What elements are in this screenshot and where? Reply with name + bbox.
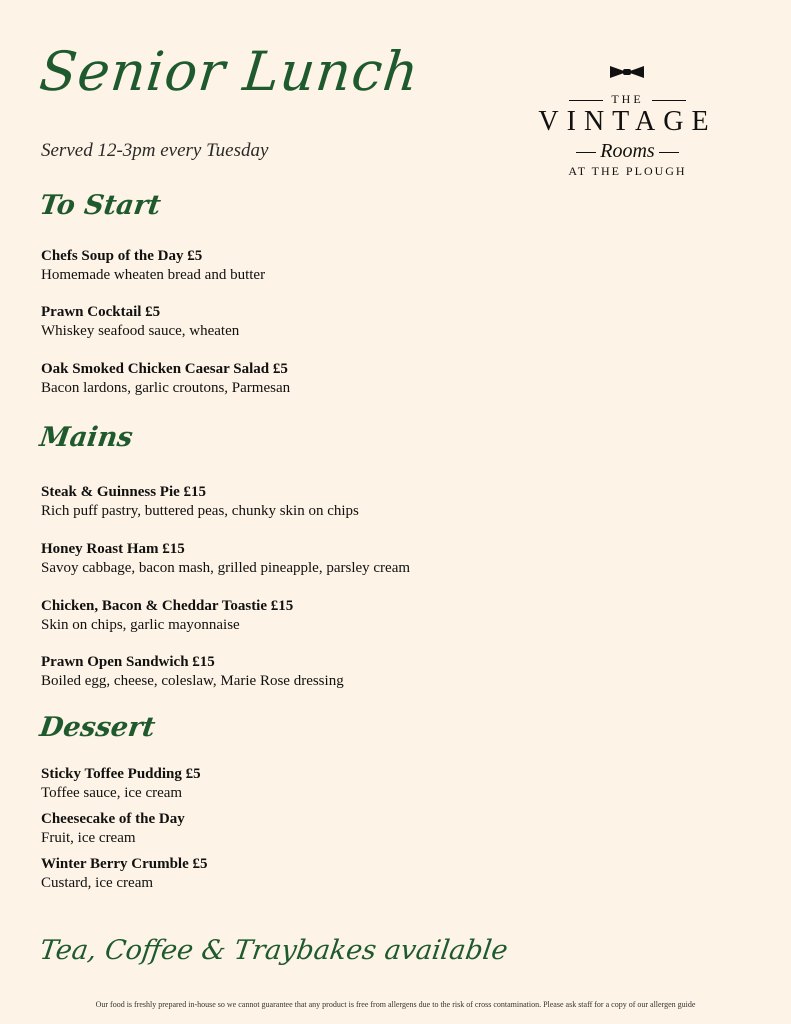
menu-item-name: Oak Smoked Chicken Caesar Salad £5 bbox=[41, 361, 288, 377]
section-heading-start: To Start bbox=[37, 190, 163, 221]
logo-rooms: Rooms bbox=[520, 140, 735, 163]
vintage-rooms-logo bbox=[520, 60, 735, 185]
menu-item-desc: Fruit, ice cream bbox=[41, 830, 136, 846]
section-heading-mains: Mains bbox=[37, 422, 135, 453]
menu-item-desc: Boiled egg, cheese, coleslaw, Marie Rose dressing bbox=[41, 673, 344, 689]
menu-item-desc: Custard, ice cream bbox=[41, 875, 154, 891]
menu-item bbox=[41, 360, 290, 398]
extras-note: Tea, Coffee & Traybakes available bbox=[37, 935, 510, 966]
menu-item-desc: Rich puff pastry, buttered peas, chunky skin on chips bbox=[41, 503, 359, 519]
menu-item-name: Prawn Open Sandwich £15 bbox=[41, 654, 215, 670]
menu-item-name: Sticky Toffee Pudding £5 bbox=[41, 766, 201, 782]
menu-item bbox=[41, 810, 185, 848]
menu-item-name: Prawn Cocktail £5 bbox=[41, 304, 161, 320]
menu-item bbox=[41, 653, 344, 691]
menu-item bbox=[41, 247, 265, 285]
menu-item-name: Steak & Guinness Pie £15 bbox=[41, 484, 207, 500]
menu-item bbox=[41, 483, 359, 521]
menu-item-desc: Homemade wheaten bread and butter bbox=[41, 267, 266, 283]
menu-item bbox=[41, 540, 410, 578]
menu-item bbox=[41, 597, 293, 635]
menu-item-name: Honey Roast Ham £15 bbox=[41, 541, 185, 557]
logo-vintage: VINTAGE bbox=[538, 106, 717, 137]
logo-at-the-plough: AT THE PLOUGH bbox=[568, 164, 687, 178]
menu-item-desc: Bacon lardons, garlic croutons, Parmesan bbox=[41, 380, 291, 396]
menu-item-desc: Skin on chips, garlic mayonnaise bbox=[41, 617, 240, 633]
menu-item-name: Chefs Soup of the Day £5 bbox=[41, 248, 203, 264]
menu-item bbox=[41, 303, 239, 341]
menu-item-desc: Whiskey seafood sauce, wheaten bbox=[41, 323, 240, 339]
section-heading-dessert: Dessert bbox=[37, 712, 158, 743]
menu-item-name: Cheesecake of the Day bbox=[41, 811, 185, 827]
menu-item-name: Winter Berry Crumble £5 bbox=[41, 856, 208, 872]
bowtie-icon bbox=[610, 65, 644, 79]
menu-item-desc: Savoy cabbage, bacon mash, grilled pineapple, parsley cream bbox=[41, 560, 411, 576]
menu-item bbox=[41, 765, 201, 803]
menu-item-desc: Toffee sauce, ice cream bbox=[41, 785, 183, 801]
served-times: Served 12-3pm every Tuesday bbox=[41, 140, 269, 161]
allergen-disclaimer: Our food is freshly prepared in-house so we cannot guarantee that any product is free from allergens due to the risk of cross contamination. Please ask staff for a copy of our allergen guide bbox=[95, 1000, 696, 1009]
menu-title: Senior Lunch bbox=[36, 40, 423, 103]
menu-item bbox=[41, 855, 208, 893]
menu-item-name: Chicken, Bacon & Cheddar Toastie £15 bbox=[41, 598, 294, 614]
logo-the: THE bbox=[520, 92, 735, 107]
